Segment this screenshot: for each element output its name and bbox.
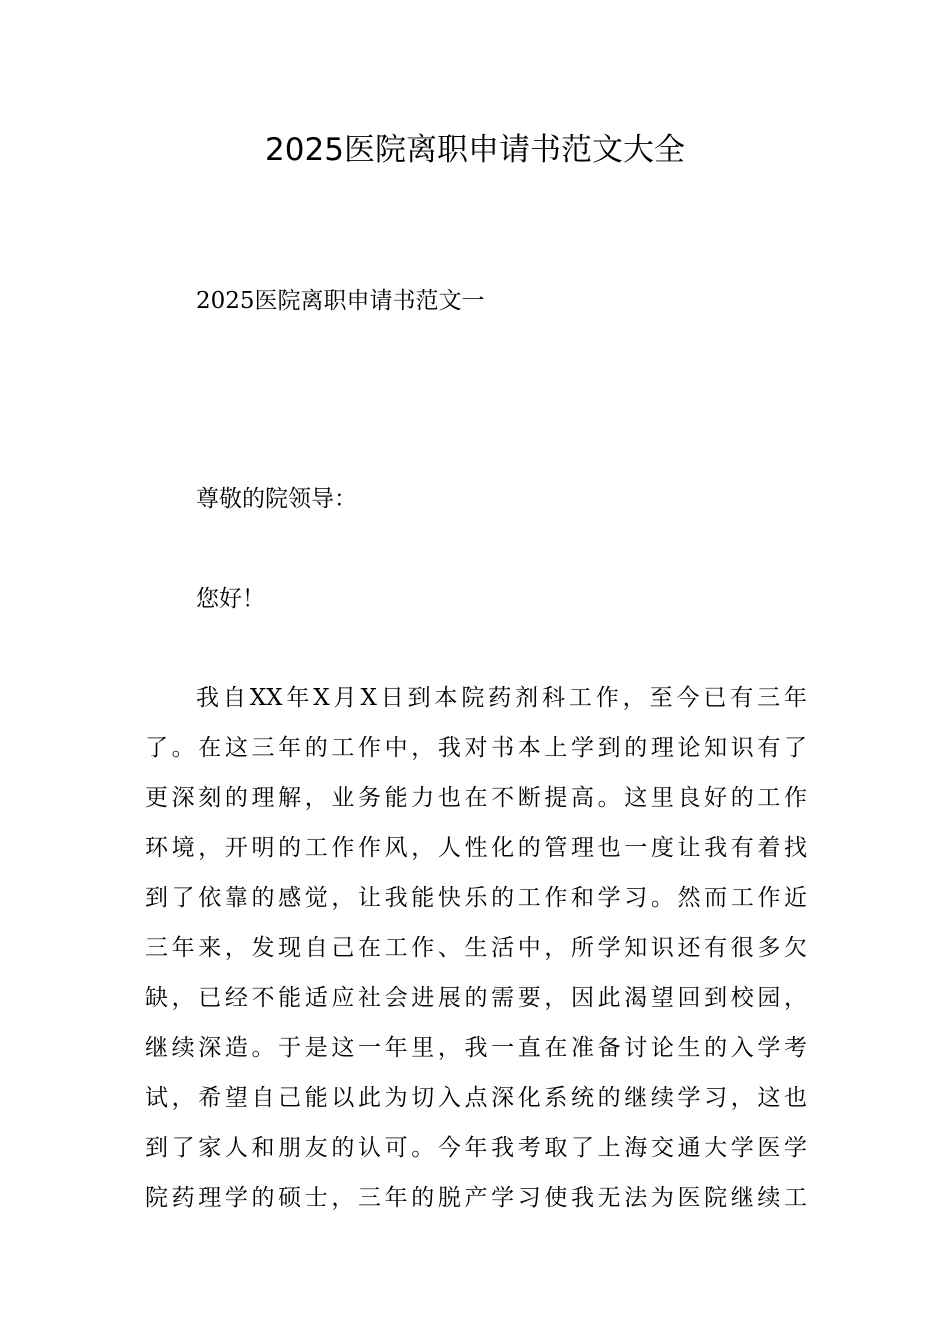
paragraph-line: 三年来，发现自己在工作、生活中，所学知识还有很多欠 — [145, 935, 807, 961]
paragraph-line: 缺，已经不能适应社会进展的需要，因此渴望回到校园， — [145, 985, 807, 1011]
document-title: 2025医院离职申请书范文大全 — [265, 132, 685, 168]
paragraph-line: 到了依靠的感觉，让我能快乐的工作和学习。然而工作近 — [145, 885, 807, 911]
paragraph-line: 到了家人和朋友的认可。今年我考取了上海交通大学医学 — [145, 1135, 807, 1161]
paragraph-line: 了。在这三年的工作中，我对书本上学到的理论知识有了 — [145, 735, 807, 761]
section-heading: 2025医院离职申请书范文一 — [196, 288, 485, 314]
paragraph-line: 环境，开明的工作作风，人性化的管理也一度让我有着找 — [145, 835, 807, 861]
paragraph-line: 试，希望自己能以此为切入点深化系统的继续学习，这也 — [145, 1085, 807, 1111]
paragraph-line: 院药理学的硕士，三年的脱产学习使我无法为医院继续工 — [145, 1185, 807, 1211]
salutation: 尊敬的院领导： — [196, 486, 357, 512]
paragraph-line: 更深刻的理解，业务能力也在不断提高。这里良好的工作 — [145, 785, 807, 811]
greeting: 您好！ — [196, 586, 265, 612]
paragraph-line: 我自XX年X月X日到本院药剂科工作，至今已有三年 — [196, 685, 807, 711]
paragraph-line: 继续深造。于是这一年里，我一直在准备讨论生的入学考 — [145, 1035, 807, 1061]
